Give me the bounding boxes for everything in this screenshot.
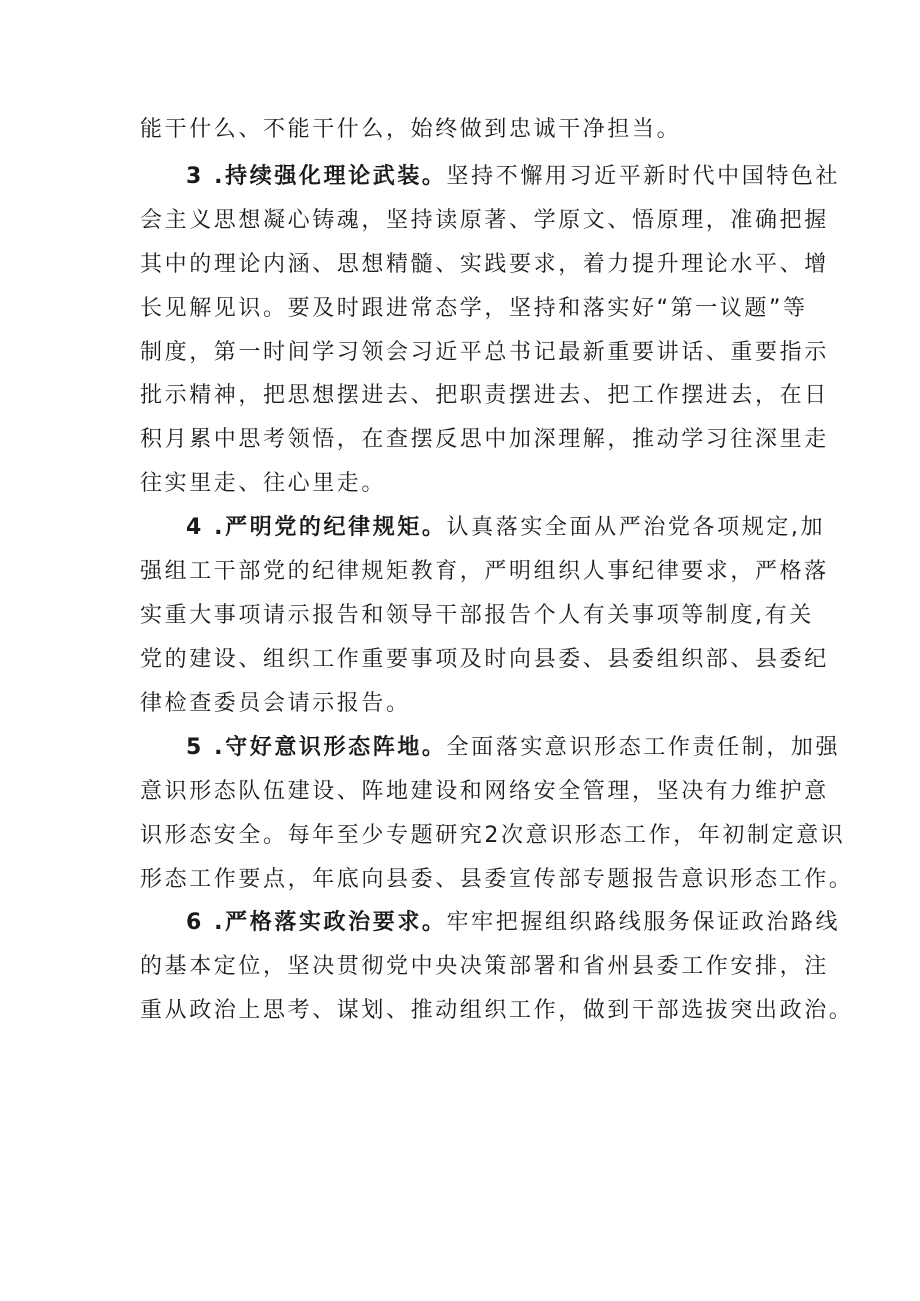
section-6-heading-line: 6 .严格落实政治要求。牢牢把握组织路线服务保证政治路线 — [186, 910, 841, 935]
paragraph-line: 会主义思想凝心铸魂，坚持读原著、学原文、悟原理，准确把握 — [140, 208, 829, 233]
section-heading: 6 .严格落实政治要求。 — [186, 910, 447, 935]
paragraph-line: 的基本定位，坚决贯彻党中央决策部署和省州县委工作安排，注 — [140, 954, 829, 979]
paragraph-line: 重从政治上思考、谋划、推动组织工作，做到干部选拔突出政治。 — [140, 998, 854, 1023]
section-3-heading-line: 3 .持续强化理论武装。坚持不懈用习近平新时代中国特色社 — [186, 164, 841, 189]
section-4-heading-line: 4 .严明党的纪律规矩。认真落实全面从严治党各项规定,加 — [186, 515, 826, 540]
paragraph-line: 长见解见识。要及时跟进常态学，坚持和落实好“第一议题”等 — [140, 296, 808, 321]
paragraph-line: 律检查委员会请示报告。 — [140, 691, 411, 716]
section-heading: 4 .严明党的纪律规矩。 — [186, 515, 447, 540]
paragraph-line: 识形态安全。每年至少专题研究2次意识形态工作，年初制定意识 — [140, 823, 846, 848]
paragraph-line: 批示精神，把思想摆进去、把职责摆进去、把工作摆进去，在日 — [140, 383, 829, 408]
paragraph-line: 其中的理论内涵、思想精髓、实践要求，着力提升理论水平、增 — [140, 252, 829, 277]
paragraph-line: 意识形态队伍建设、阵地建设和网络安全管理，坚决有力维护意 — [140, 779, 829, 804]
paragraph-line: 党的建设、组织工作重要事项及时向县委、县委组织部、县委纪 — [140, 647, 829, 672]
section-heading: 3 .持续强化理论武装。 — [186, 164, 447, 189]
paragraph-line: 能干什么、不能干什么，始终做到忠诚干净担当。 — [140, 117, 682, 142]
paragraph-line: 积月累中思考领悟，在查摆反思中加深理解，推动学习往深里走 — [140, 427, 829, 452]
section-heading: 5 .守好意识形态阵地。 — [186, 735, 447, 760]
paragraph-line: 制度，第一时间学习领会习近平总书记最新重要讲话、重要指示 — [140, 340, 829, 365]
section-5-heading-line: 5 .守好意识形态阵地。全面落实意识形态工作责任制，加强 — [186, 735, 841, 760]
paragraph-line: 往实里走、往心里走。 — [140, 471, 387, 496]
paragraph-line: 实重大事项请示报告和领导干部报告个人有关事项等制度,有关 — [140, 603, 814, 628]
paragraph-line: 强组工干部党的纪律规矩教育，严明组织人事纪律要求，严格落 — [140, 559, 829, 584]
paragraph-line: 形态工作要点，年底向县委、县委宣传部专题报告意识形态工作。 — [140, 867, 854, 892]
